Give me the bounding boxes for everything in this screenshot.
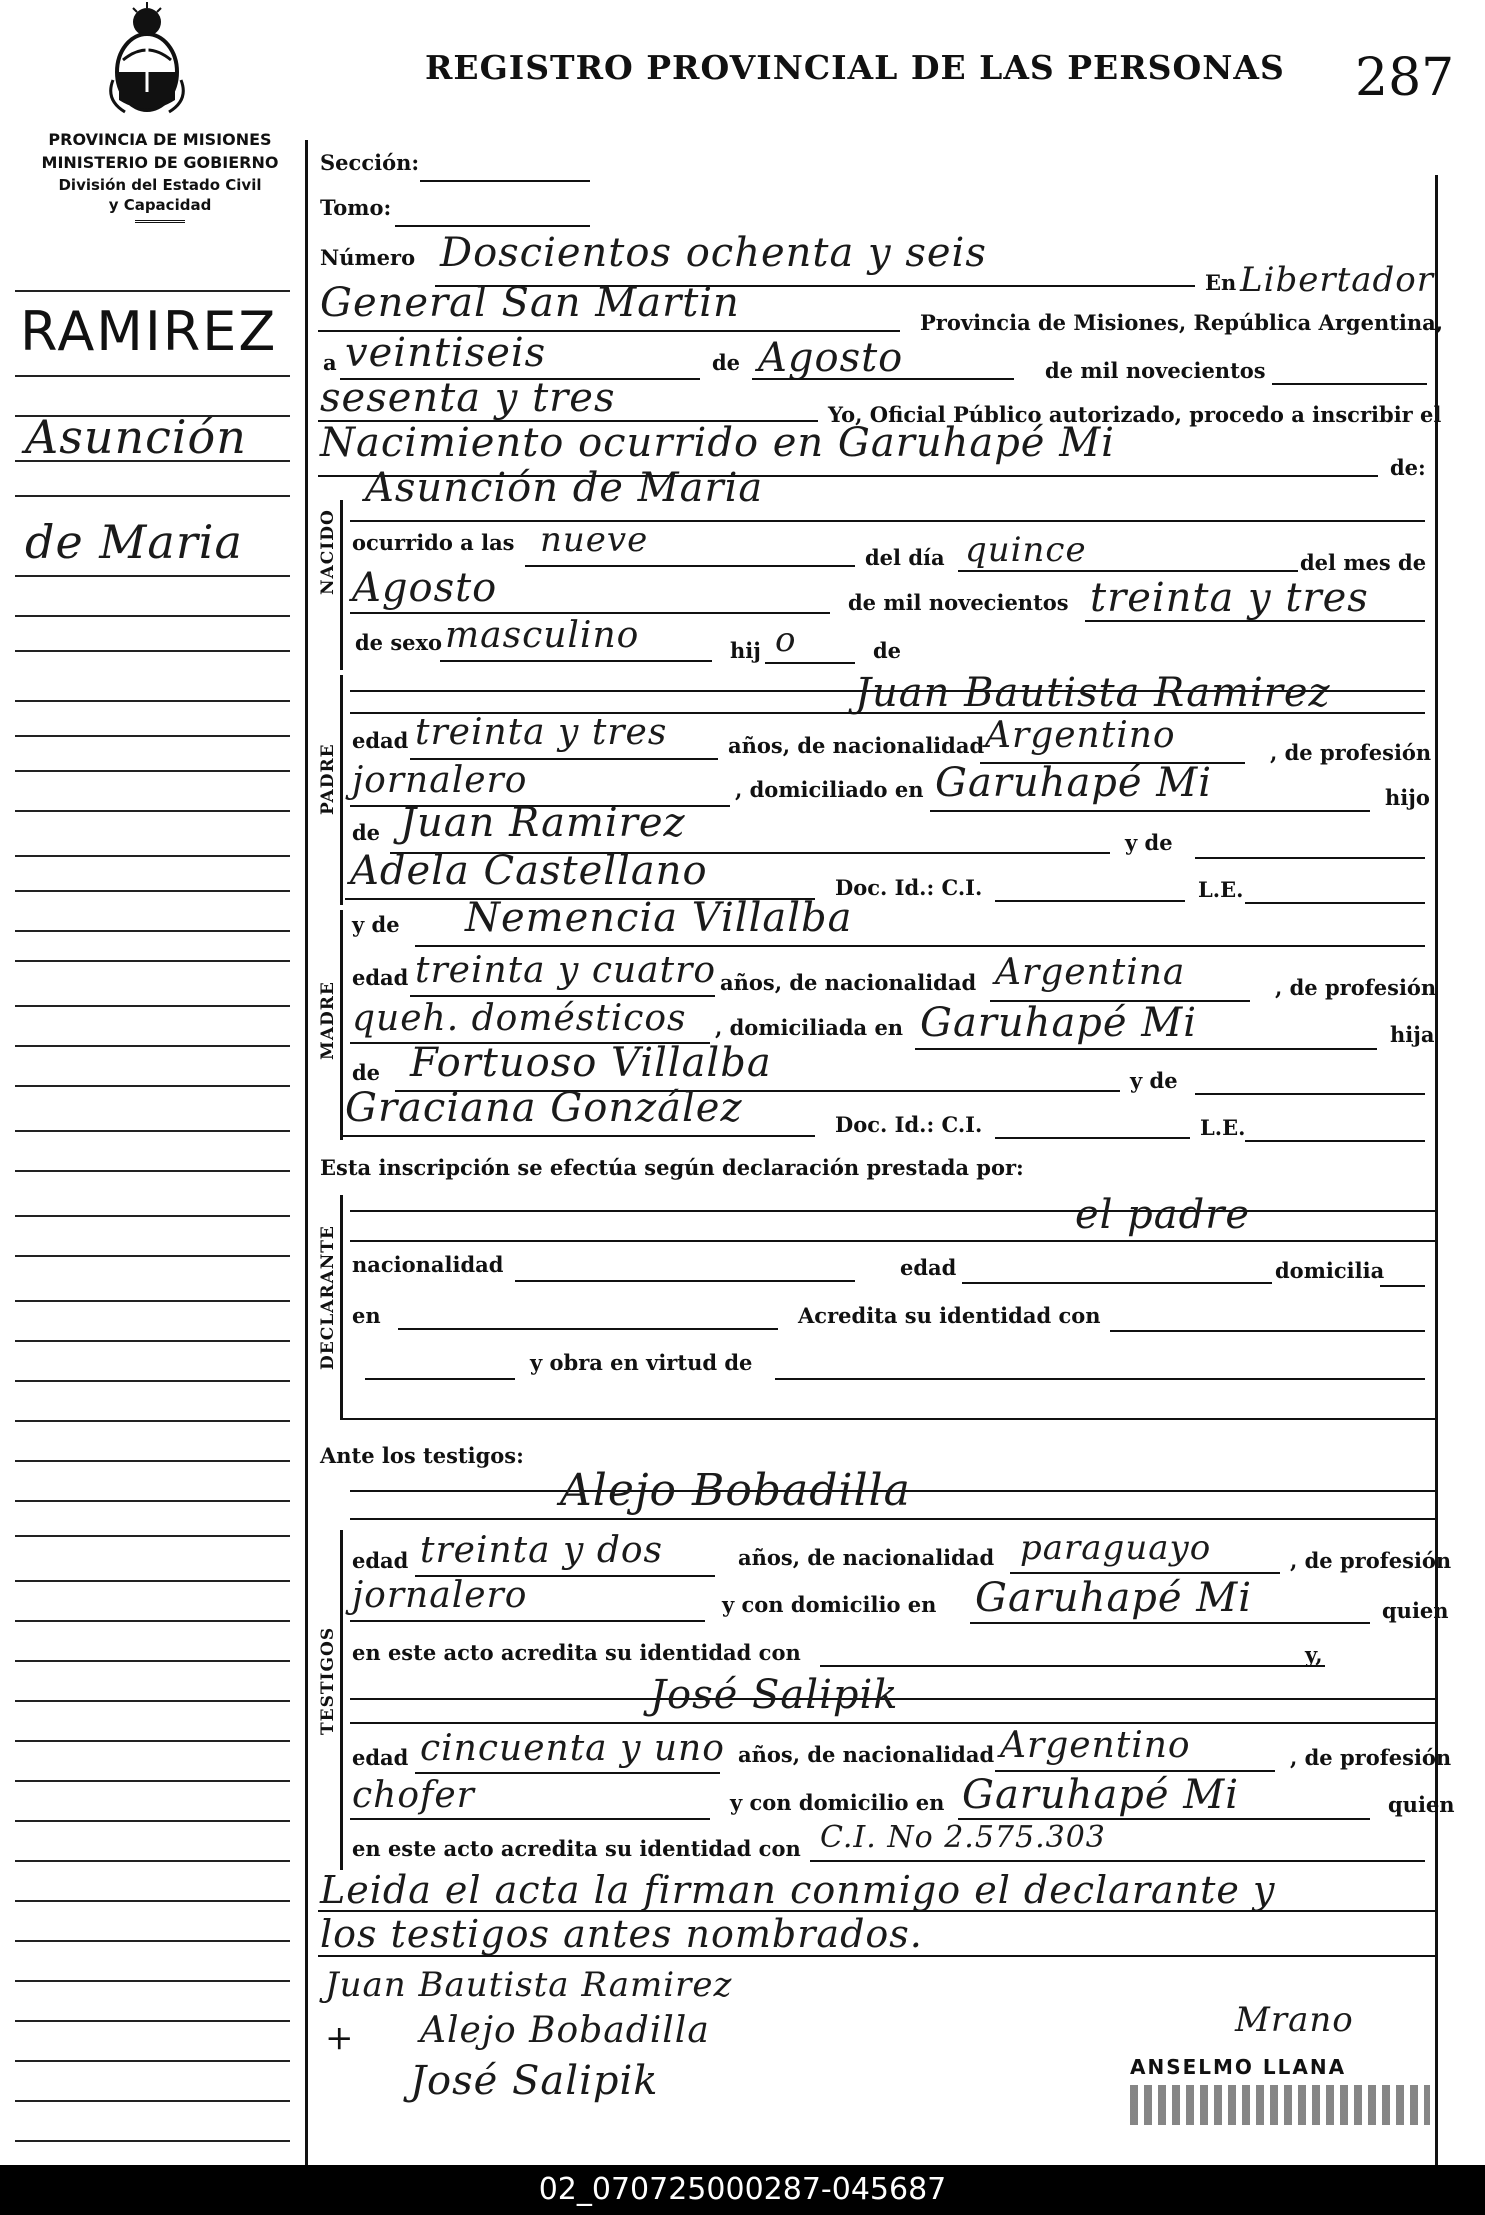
mil-text: de mil novecientos — [1045, 358, 1266, 383]
signature-witness-1: Alejo Bobadilla — [420, 2010, 710, 2051]
w1-edad-label: edad — [352, 1548, 409, 1573]
margin-rule — [15, 1900, 290, 1902]
footer-id: 02_070725000287-045687 — [538, 2172, 947, 2207]
tomo-line — [395, 225, 590, 227]
left-margin-rule — [305, 140, 308, 2170]
w2-name: José Salipik — [650, 1672, 899, 1718]
margin-rule — [15, 1980, 290, 1982]
declarante-en-line — [398, 1328, 778, 1330]
stamp-smudge — [1130, 2085, 1430, 2125]
tomo-label: Tomo: — [320, 195, 392, 220]
margin-rule — [15, 1085, 290, 1087]
padre-edad-label: edad — [352, 728, 409, 753]
margin-rule — [15, 960, 290, 962]
margin-rule — [15, 1340, 290, 1342]
padre-doc-label: Doc. Id.: C.I. — [835, 875, 983, 900]
de-label-1: de — [712, 350, 741, 375]
margin-rule — [15, 2060, 290, 2062]
year-registered: sesenta y tres — [320, 375, 616, 421]
margin-rule — [15, 1130, 290, 1132]
w1-prof-line — [350, 1620, 705, 1622]
hour-line — [525, 565, 855, 567]
month-registered: Agosto — [758, 335, 904, 381]
margin-rule — [15, 1300, 290, 1302]
madre-edad-label: edad — [352, 965, 409, 990]
w2-edad-line — [415, 1772, 720, 1774]
declarante-label: DECLARANTE — [318, 1225, 338, 1370]
w1-dom-value: Garuhapé Mi — [975, 1575, 1253, 1621]
padre-mother: Adela Castellano — [350, 848, 708, 894]
w1-prof-value: jornalero — [352, 1575, 528, 1616]
w2-dom-label: y con domicilio en — [730, 1790, 945, 1815]
org-line-2: MINISTERIO DE GOBIERNO — [41, 153, 279, 172]
w2-prof-line — [350, 1818, 710, 1820]
testigos-intro: Ante los testigos: — [320, 1443, 524, 1468]
padre-nac-value: Argentino — [985, 715, 1176, 756]
birth-month-line — [350, 612, 830, 614]
margin-rule — [15, 1420, 290, 1422]
coat-of-arms-icon — [105, 0, 190, 120]
cross-mark: + — [325, 2018, 354, 2058]
margin-rule — [15, 1780, 290, 1782]
margin-rule — [15, 1700, 290, 1702]
padre-father: Juan Ramirez — [400, 800, 686, 846]
numero-value: Doscientos ochenta y seis — [440, 230, 987, 276]
declarante-edad-line — [962, 1282, 1272, 1284]
seccion-label: Sección: — [320, 150, 420, 175]
declarante-acredita-label: Acredita su identidad con — [798, 1303, 1101, 1328]
madre-father: Fortuoso Villalba — [410, 1040, 772, 1086]
padre-prof-label: , de profesión — [1270, 740, 1432, 765]
padre-dom-label: , domiciliado en — [735, 777, 924, 802]
w2-prof-value: chofer — [352, 1775, 475, 1816]
margin-rule — [15, 1045, 290, 1047]
declarante-acredita-line — [1110, 1330, 1425, 1332]
margin-rule — [15, 1820, 290, 1822]
declarante-value-line — [350, 1240, 1435, 1242]
w2-nac-value: Argentino — [1000, 1725, 1191, 1766]
margin-rule — [15, 615, 290, 617]
madre-edad-line — [410, 995, 715, 997]
margin-rule — [15, 810, 290, 812]
oficial-text: Yo, Oficial Público autorizado, procedo a inscribir el — [828, 402, 1442, 427]
nacido-de-label: de — [873, 638, 902, 663]
madre-label: MADRE — [318, 981, 338, 1060]
declarante-intro: Esta inscripción se efectúa según declaración prestada por: — [320, 1155, 1024, 1180]
madre-dom-line — [915, 1048, 1377, 1050]
madre-prof-value: queh. domésticos — [352, 998, 687, 1039]
madre-y-de-label: y de — [352, 912, 400, 937]
madre-le-line — [1245, 1140, 1425, 1142]
madre-mother: Graciana González — [345, 1085, 743, 1131]
w1-dom-label: y con domicilio en — [722, 1592, 937, 1617]
margin-rule — [15, 890, 290, 892]
testigos-label: TESTIGOS — [318, 1626, 338, 1735]
locality-value: General San Martin — [320, 280, 740, 326]
w1-name-line — [350, 1518, 1435, 1520]
sexo-label: de sexo — [355, 630, 443, 655]
madre-edad-value: treinta y cuatro — [415, 950, 716, 991]
mil-line — [1272, 383, 1427, 385]
w2-doc-line — [810, 1860, 1425, 1862]
declarante-dom-line — [1380, 1285, 1425, 1287]
padre-dom-value: Garuhapé Mi — [935, 760, 1213, 806]
margin-rule — [15, 1660, 290, 1662]
closing-line-2-rule — [318, 1955, 1435, 1957]
w1-nac-line — [1010, 1572, 1280, 1574]
event-value: Nacimiento ocurrido en Garuhapé Mi — [320, 420, 1115, 466]
margin-rule — [15, 415, 290, 417]
right-border — [1435, 175, 1438, 2175]
padre-bracket — [340, 675, 343, 905]
margin-rule — [15, 930, 290, 932]
margin-rule — [15, 2020, 290, 2022]
child-name-line — [350, 520, 1425, 522]
closing-line-1: Leida el acta la firman conmigo el declarante y — [320, 1868, 1276, 1912]
madre-doc-line — [995, 1137, 1190, 1139]
margin-rule — [15, 770, 290, 772]
del-mes-label: del mes de — [1300, 550, 1427, 575]
a-label: a — [323, 350, 337, 375]
madre-name: Nemencia Villalba — [465, 895, 853, 941]
madre-y-de2-line — [1195, 1093, 1425, 1095]
page-number: 287 — [1355, 48, 1455, 108]
birth-hour: nueve — [540, 520, 649, 560]
org-line-3: División del Estado Civil — [58, 176, 262, 194]
margin-rule — [15, 735, 290, 737]
w1-dom-line — [970, 1622, 1370, 1624]
padre-label: PADRE — [318, 743, 338, 815]
declarante-obra-label: y obra en virtud de — [530, 1350, 753, 1375]
child-name: Asunción de Maria — [365, 465, 764, 511]
w2-edad-label: edad — [352, 1745, 409, 1770]
margin-rule — [15, 700, 290, 702]
w1-y: y, — [1305, 1642, 1323, 1667]
margin-rule — [15, 855, 290, 857]
declarante-dom-label: domicilia — [1275, 1258, 1385, 1283]
madre-name-line — [415, 945, 1425, 947]
w2-doc-value: C.I. No 2.575.303 — [820, 1820, 1106, 1855]
de-colon: de: — [1390, 455, 1426, 480]
madre-dom-value: Garuhapé Mi — [920, 1000, 1198, 1046]
margin-rule — [15, 1500, 290, 1502]
birthday-line — [958, 570, 1298, 572]
padre-nac-label: años, de nacionalidad — [728, 733, 985, 758]
w1-acredita-line — [820, 1665, 1325, 1667]
seccion-line — [420, 180, 590, 182]
w2-nac-label: años, de nacionalidad — [738, 1742, 995, 1767]
hij-label: hij — [730, 638, 761, 663]
padre-de-label: de — [352, 820, 381, 845]
signature-father: Juan Bautista Ramirez — [325, 1965, 733, 2005]
w1-nac-value: paraguayo — [1020, 1528, 1212, 1568]
madre-hija-label: hija — [1390, 1022, 1435, 1047]
padre-dom-line — [930, 810, 1370, 812]
w1-quien: quien — [1382, 1598, 1449, 1623]
w2-prof-label: , de profesión — [1290, 1745, 1452, 1770]
declarante-bracket — [340, 1195, 343, 1420]
org-line-4: y Capacidad — [108, 196, 212, 214]
w2-quien: quien — [1388, 1792, 1455, 1817]
margin-rule — [15, 1740, 290, 1742]
margin-rule — [15, 1170, 290, 1172]
nacido-label: NACIDO — [318, 509, 338, 595]
closing-line-2: los testigos antes nombrados. — [320, 1912, 923, 1956]
del-dia-label: del día — [865, 545, 945, 570]
padre-le-line — [1245, 902, 1425, 904]
madre-de-label: de — [352, 1060, 381, 1085]
declarante-obra-line — [775, 1378, 1425, 1380]
month-line — [752, 378, 1014, 380]
birth-year-line — [1085, 620, 1425, 622]
birth-month: Agosto — [352, 565, 498, 611]
day-registered: veintiseis — [345, 330, 547, 376]
padre-doc-line — [995, 900, 1185, 902]
org-header — [20, 130, 300, 223]
hij-line — [765, 662, 855, 664]
margin-rule — [15, 575, 290, 577]
official-stamp: ANSELMO LLANA — [1130, 2055, 1347, 2079]
margin-rule — [15, 650, 290, 652]
padre-hijo-label: hijo — [1385, 785, 1430, 810]
w2-dom-value: Garuhapé Mi — [962, 1772, 1240, 1818]
padre-y-de-line — [1195, 857, 1425, 859]
margin-rule — [15, 1860, 290, 1862]
en-value: Libertador — [1240, 260, 1435, 300]
w2-edad-value: cincuenta y uno — [420, 1728, 725, 1769]
margin-rule — [15, 1940, 290, 1942]
birth-year: treinta y tres — [1090, 575, 1369, 621]
madre-mother-line — [340, 1135, 815, 1137]
padre-prof-value: jornalero — [352, 760, 528, 801]
signature-witness-2: José Salipik — [410, 2058, 659, 2104]
w1-nac-label: años, de nacionalidad — [738, 1545, 995, 1570]
w1-acredita: en este acto acredita su identidad con — [352, 1640, 801, 1665]
hij-value: o — [775, 620, 797, 660]
declarante-obra-pre-line — [365, 1378, 515, 1380]
padre-y-de-label: y de — [1125, 830, 1173, 855]
testigos-bracket — [340, 1530, 343, 1870]
declarante-nac-label: nacionalidad — [352, 1252, 504, 1277]
margin-rule — [15, 1580, 290, 1582]
madre-y-de2-label: y de — [1130, 1068, 1178, 1093]
declarante-en-label: en — [352, 1303, 381, 1328]
margin-rule — [15, 460, 290, 462]
madre-nac-label: años, de nacionalidad — [720, 970, 977, 995]
numero-label: Número — [320, 245, 416, 270]
sexo-line — [440, 660, 712, 662]
margin-rule — [15, 1215, 290, 1217]
padre-edad-value: treinta y tres — [415, 712, 668, 753]
birth-day: quince — [965, 530, 1087, 570]
margin-rule — [15, 1460, 290, 1462]
page-title: REGISTRO PROVINCIAL DE LAS PERSONAS — [425, 48, 1285, 87]
padre-name: Juan Bautista Ramirez — [855, 670, 1331, 716]
declarante-edad-label: edad — [900, 1255, 957, 1280]
margin-rule — [15, 1380, 290, 1382]
madre-dom-label: , domiciliada en — [715, 1015, 904, 1040]
w2-name-line — [350, 1722, 1435, 1724]
declarante-top-line — [350, 1210, 1435, 1212]
declarante-nac-line — [515, 1280, 855, 1282]
margin-rule — [15, 2100, 290, 2102]
w1-edad-value: treinta y dos — [420, 1530, 664, 1571]
margin-rule — [15, 2140, 290, 2142]
declarante-bottom-line — [340, 1418, 1435, 1420]
margin-rule — [15, 1535, 290, 1537]
margin-rule — [15, 1005, 290, 1007]
margin-rule — [15, 290, 290, 292]
margin-rule — [15, 1620, 290, 1622]
nacido-bracket — [340, 500, 343, 670]
margin-surname: RAMIREZ — [20, 300, 278, 363]
madre-nac-value: Argentina — [995, 952, 1186, 993]
signature-official: Mrano — [1235, 2000, 1354, 2040]
sexo-value: masculino — [445, 615, 640, 656]
madre-le-label: L.E. — [1200, 1115, 1246, 1140]
ocurrido-label: ocurrido a las — [352, 530, 515, 555]
en-label: En — [1205, 270, 1237, 295]
margin-rule — [15, 495, 290, 497]
w2-acredita: en este acto acredita su identidad con — [352, 1836, 801, 1861]
w1-name: Alejo Bobadilla — [560, 1465, 911, 1516]
madre-prof-label: , de profesión — [1275, 975, 1437, 1000]
madre-bracket — [340, 910, 343, 1140]
w1-prof-label: , de profesión — [1290, 1548, 1452, 1573]
org-line-1: PROVINCIA DE MISIONES — [48, 130, 272, 149]
margin-rule — [15, 375, 290, 377]
madre-doc-label: Doc. Id.: C.I. — [835, 1112, 983, 1137]
province-text: Provincia de Misiones, República Argentina, — [920, 310, 1444, 335]
birth-mil-label: de mil novecientos — [848, 590, 1069, 615]
declarante-value: el padre — [1075, 1192, 1251, 1238]
margin-rule — [15, 1255, 290, 1257]
padre-le-label: L.E. — [1198, 877, 1244, 902]
margin-name-2: de Maria — [25, 515, 243, 569]
margin-name-1: Asunción — [25, 410, 247, 464]
